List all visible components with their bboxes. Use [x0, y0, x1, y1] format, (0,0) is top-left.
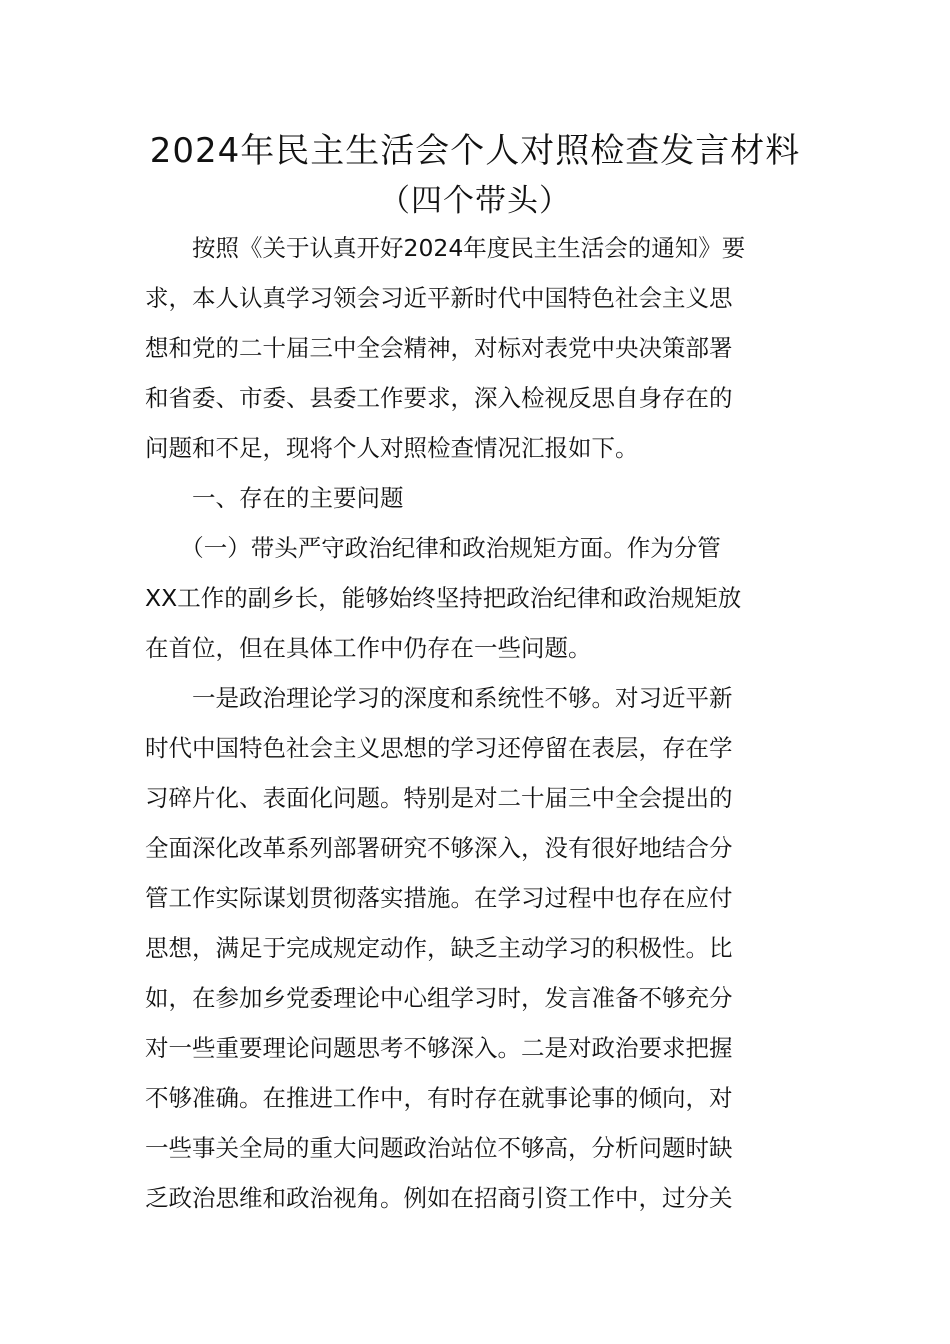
body-line: 想和党的二十届三中全会精神，对标对表党中央决策部署	[145, 334, 733, 362]
body-line: 一些事关全局的重大问题政治站位不够高，分析问题时缺	[145, 1134, 733, 1162]
document-subtitle: （四个带头）	[379, 183, 571, 219]
body-line: 时代中国特色社会主义思想的学习还停留在表层，存在学	[145, 734, 733, 762]
document-title: 2024年民主生活会个人对照检查发言材料	[149, 131, 801, 171]
body-line: 乏政治思维和政治视角。例如在招商引资工作中，过分关	[145, 1184, 733, 1212]
subsection-heading: （一）带头严守政治纪律和政治规矩方面。作为分管	[145, 534, 721, 562]
body-line: 全面深化改革系列部署研究不够深入，没有很好地结合分	[145, 834, 733, 862]
body-line: 问题和不足，现将个人对照检查情况汇报如下。	[145, 434, 639, 462]
body-line: 一是政治理论学习的深度和系统性不够。对习近平新	[145, 684, 733, 712]
body-line: 在首位，但在具体工作中仍存在一些问题。	[145, 634, 592, 662]
body-line: 和省委、市委、县委工作要求，深入检视反思自身存在的	[145, 384, 733, 412]
body-line: XX工作的副乡长，能够始终坚持把政治纪律和政治规矩放	[145, 584, 742, 612]
body-line: 按照《关于认真开好2024年度民主生活会的通知》要	[145, 234, 746, 262]
body-line: 求，本人认真学习领会习近平新时代中国特色社会主义思	[145, 284, 733, 312]
body-line: 管工作实际谋划贯彻落实措施。在学习过程中也存在应付	[145, 884, 733, 912]
body-line: 不够准确。在推进工作中，有时存在就事论事的倾向，对	[145, 1084, 733, 1112]
section-heading: 一、存在的主要问题	[145, 484, 404, 512]
body-line: 如，在参加乡党委理论中心组学习时，发言准备不够充分	[145, 984, 733, 1012]
body-line: 习碎片化、表面化问题。特别是对二十届三中全会提出的	[145, 784, 733, 812]
body-line: 对一些重要理论问题思考不够深入。二是对政治要求把握	[145, 1034, 733, 1062]
body-line: 思想，满足于完成规定动作，缺乏主动学习的积极性。比	[145, 934, 733, 962]
